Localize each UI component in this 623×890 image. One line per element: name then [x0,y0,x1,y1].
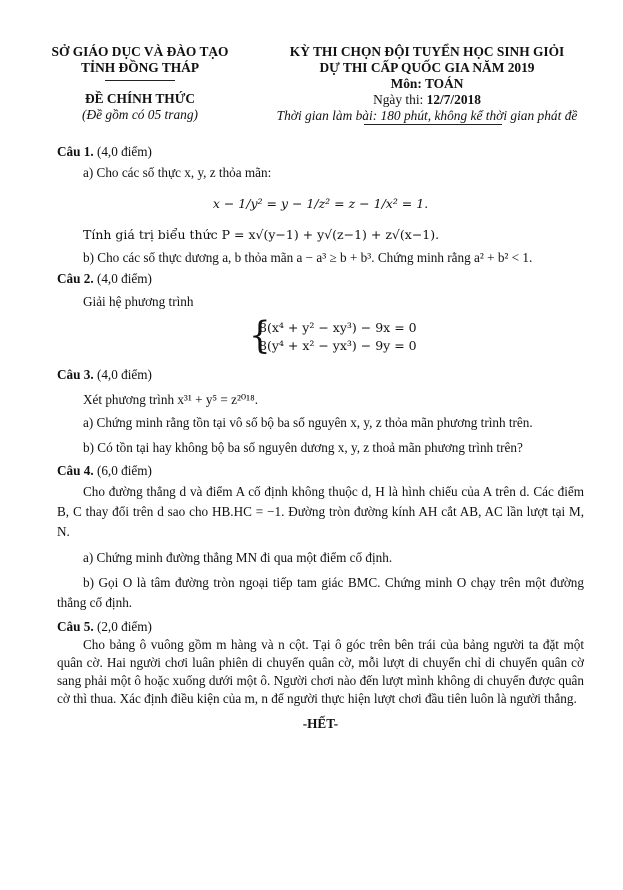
q2-heading: Câu 2. (4,0 điểm) [57,271,152,286]
q4-intro: Cho đường thẳng d và điểm A cố định không thuộc d, H là hình chiếu của A trên d. Các điểm B, C thay đổi trên d sao cho HB.HC = −1. Đường tròn đường kính AH cắt AB, AC lần lượt tại M, N. [57,484,584,539]
q2-eq-a: 8(x⁴ + y² − xy³) − 9x = 0 [259,320,417,335]
header-left [40,44,240,123]
exam-subtitle: DỰ THI CẤP QUỐC GIA NĂM 2019 [319,60,535,75]
q1-equation: x − 1/y² = y − 1/z² = z − 1/x² = 1. [212,196,429,211]
q3-intro: Xét phương trình x³¹ + y⁵ = z²⁰¹⁸. [83,392,259,407]
exam-title: KỲ THI CHỌN ĐỘI TUYỂN HỌC SINH GIỎI [289,44,565,59]
q1-a-intro: a) Cho các số thực x, y, z thỏa mãn: [83,165,272,180]
q3-a: a) Chứng minh rằng tồn tại vô số bộ ba số nguyên x, y, z thỏa mãn phương trình trên. [83,415,533,430]
end-marker: -HẾT- [302,716,339,731]
system-brace: { [249,314,271,358]
q3-b: b) Có tồn tại hay không bộ ba số nguyên dương x, y, z thoả mãn phương trình trên? [83,440,523,455]
q3-heading: Câu 3. (4,0 điểm) [57,367,152,382]
q2-eq-b: 8(y⁴ + x² − yx³) − 9y = 0 [259,338,417,353]
q5-heading: Câu 5. (2,0 điểm) [57,619,152,634]
equation-system [249,314,417,358]
time-note: Thời gian làm bài: 180 phút, không kể thời gian phát đề [276,108,578,123]
q2-system [57,314,584,358]
exam-content [57,142,584,733]
q1-heading: Câu 1. (4,0 điểm) [57,144,152,159]
page-count-note: (Đề gồm có 05 trang) [81,107,199,122]
q4-heading: Câu 4. (6,0 điểm) [57,463,152,478]
q5-body: Cho bảng ô vuông gồm m hàng và n cột. Tại ô góc trên bên trái của bảng người ta đặt một quân cờ. Hai người chơi luân phiên di chuyển quân cờ, mỗi lượt di chuyển chỉ di chuyển quân cờ sang phải một ô hoặc xuống dưới một ô. Người chơi nào đến lượt mình không di chuyển được quân cờ thì thua. Xác định điều kiện của m, n để người thực hiện lượt chơi đầu tiên luôn là người thắng. [57,637,584,706]
exam-date-line: Ngày thi: 12/7/2018 [373,92,481,107]
official-exam-label: ĐỀ CHÍNH THỨC [84,91,196,106]
header-right [262,44,592,124]
q4-a: a) Chứng minh đường thẳng MN đi qua một điểm cố định. [83,550,393,565]
q1-b: b) Cho các số thực dương a, b thỏa mãn a − a³ ≥ b + b³. Chứng minh rằng a² + b² < 1. [83,250,533,265]
q2-intro: Giải hệ phương trình [83,294,194,309]
header-underline [364,124,502,125]
header-divider [105,80,175,81]
department-name: SỞ GIÁO DỤC VÀ ĐÀO TẠO [51,44,229,59]
q1-a-task: Tính giá trị biểu thức P = x√(y−1) + y√(z−1) + z√(x−1). [83,227,440,242]
subject-line: Môn: TOÁN [390,76,464,91]
q4-b: b) Gọi O là tâm đường tròn ngoại tiếp tam giác BMC. Chứng minh O chạy trên một đường thẳng cố định. [57,575,584,610]
province-name: TỈNH ĐỒNG THÁP [80,60,200,75]
